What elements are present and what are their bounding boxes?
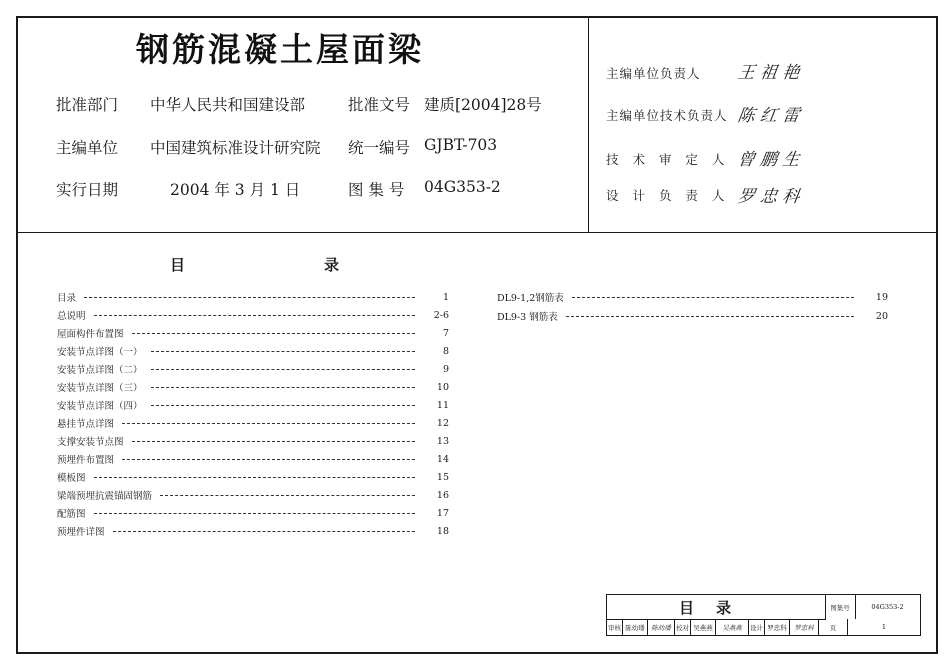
leader-line bbox=[160, 495, 415, 496]
signature-role: 主编单位负责人 bbox=[606, 66, 701, 81]
toc-item[interactable] bbox=[57, 506, 449, 520]
toc-item-title: 安装节点详图（三） bbox=[57, 383, 143, 394]
signature-name: 王 祖 艳 bbox=[736, 63, 801, 83]
design-label: 设计 bbox=[749, 619, 765, 635]
leader-line bbox=[566, 316, 854, 317]
review-name: 陈幼璠 bbox=[623, 619, 648, 635]
title-block-atlas-label: 图集号 bbox=[825, 595, 856, 619]
toc-item-page: 20 bbox=[875, 310, 888, 322]
toc-item-title: 屋面构件布置图 bbox=[57, 329, 124, 340]
toc-item-title: DL9-1,2钢筋表 bbox=[497, 293, 564, 304]
effective-label: 实行日期 bbox=[56, 181, 119, 199]
toc-item-title: 配筋图 bbox=[57, 509, 86, 520]
toc-heading-right: 录 bbox=[324, 256, 340, 274]
editor-unit-label: 主编单位 bbox=[56, 139, 119, 157]
signature-name: 陈 红 雷 bbox=[736, 106, 801, 126]
title-block-atlas-no: 04G353-2 bbox=[871, 603, 904, 611]
toc-item[interactable] bbox=[57, 434, 449, 448]
leader-line bbox=[94, 513, 415, 514]
atlas-no-label: 图 集 号 bbox=[348, 181, 405, 199]
leader-line bbox=[94, 477, 415, 478]
page-label: 页 bbox=[819, 619, 848, 635]
toc-item-title: 安装节点详图（一） bbox=[57, 347, 143, 358]
leader-line bbox=[151, 405, 415, 406]
header-divider bbox=[18, 232, 936, 233]
toc-item[interactable] bbox=[57, 290, 449, 304]
toc-item[interactable] bbox=[57, 398, 449, 412]
toc-item[interactable] bbox=[57, 380, 449, 394]
check-name: 吴燕燕 bbox=[691, 619, 716, 635]
toc-item-title: 预埋件详图 bbox=[57, 527, 105, 538]
toc-item[interactable] bbox=[497, 309, 888, 323]
toc-item-page: 16 bbox=[436, 489, 449, 501]
review-label: 审核 bbox=[607, 619, 623, 635]
toc-item-title: 梁端预埋抗震锚固钢筋 bbox=[57, 491, 153, 502]
toc-item-title: 总说明 bbox=[57, 311, 86, 322]
leader-line bbox=[572, 297, 854, 298]
toc-item-page: 18 bbox=[436, 525, 449, 537]
toc-item[interactable] bbox=[57, 470, 449, 484]
toc-item-title: 预埋件布置图 bbox=[57, 455, 115, 466]
toc-item[interactable] bbox=[57, 344, 449, 358]
toc-item-page: 11 bbox=[436, 399, 449, 411]
leader-line bbox=[151, 387, 415, 388]
approve-dept: 中华人民共和国建设部 bbox=[150, 96, 306, 114]
leader-line bbox=[132, 333, 415, 334]
unified-no-label: 统一编号 bbox=[348, 139, 411, 157]
design-name: 罗忠科 bbox=[765, 619, 790, 635]
effective-date: 2004 年 3 月 1 日 bbox=[170, 181, 301, 199]
toc-item-page: 2-6 bbox=[433, 309, 449, 321]
toc-item-page: 19 bbox=[875, 291, 888, 303]
page-no: 1 bbox=[881, 623, 887, 631]
title-block-sign-row bbox=[607, 619, 920, 635]
toc-item[interactable] bbox=[57, 362, 449, 376]
leader-line bbox=[132, 441, 415, 442]
toc-item[interactable] bbox=[57, 488, 449, 502]
toc-item-page: 8 bbox=[442, 345, 449, 357]
check-signature: 吴燕燕 bbox=[716, 619, 749, 635]
leader-line bbox=[151, 351, 415, 352]
leader-line bbox=[84, 297, 415, 298]
title-block-title-cell bbox=[607, 595, 826, 620]
design-signature: 罗忠科 bbox=[790, 619, 819, 635]
leader-line bbox=[94, 315, 415, 316]
leader-line bbox=[122, 423, 415, 424]
atlas-no: 04G353-2 bbox=[424, 178, 501, 196]
signature-name: 罗 忠 科 bbox=[736, 187, 801, 207]
toc-item-page: 12 bbox=[436, 417, 449, 429]
toc-item-page: 7 bbox=[442, 327, 449, 339]
approve-dept-label: 批准部门 bbox=[56, 96, 119, 114]
toc-item-title: 目录 bbox=[57, 293, 77, 304]
toc-item[interactable] bbox=[57, 326, 449, 340]
toc-item-title: 支撑安装节点图 bbox=[57, 437, 124, 448]
title-block-title: 目录 bbox=[679, 599, 754, 617]
editor-unit: 中国建筑标准设计研究院 bbox=[150, 139, 321, 157]
toc-heading-left: 目 bbox=[170, 256, 186, 274]
signature-role: 主编单位技术负责人 bbox=[606, 108, 728, 123]
title-block bbox=[606, 594, 921, 636]
toc-item-title: 模板图 bbox=[57, 473, 86, 484]
toc-item-title: DL9-3 钢筋表 bbox=[497, 312, 558, 323]
toc-item-title: 安装节点详图（二） bbox=[57, 365, 143, 376]
signature-divider bbox=[588, 18, 589, 232]
leader-line bbox=[122, 459, 415, 460]
toc-item-title: 悬挂节点详图 bbox=[57, 419, 115, 430]
toc-item[interactable] bbox=[57, 416, 449, 430]
approve-doc: 建质[2004]28号 bbox=[424, 96, 542, 114]
toc-item-page: 14 bbox=[436, 453, 449, 465]
toc-item-page: 17 bbox=[436, 507, 449, 519]
approve-doc-label: 批准文号 bbox=[348, 96, 411, 114]
leader-line bbox=[113, 531, 415, 532]
signature-role: 设 计 负 责 人 bbox=[606, 188, 730, 203]
unified-no: GJBT-703 bbox=[424, 136, 498, 154]
toc-item[interactable] bbox=[57, 308, 449, 322]
toc-item-title: 安装节点详图（四） bbox=[57, 401, 143, 412]
toc-item-page: 13 bbox=[436, 435, 449, 447]
toc-item[interactable] bbox=[57, 452, 449, 466]
toc-item-page: 1 bbox=[442, 291, 449, 303]
toc-item[interactable] bbox=[57, 524, 449, 538]
toc-item-page: 10 bbox=[436, 381, 449, 393]
toc-item-page: 9 bbox=[442, 363, 449, 375]
signature-role: 技 术 审 定 人 bbox=[606, 152, 730, 167]
review-signature: 陈幼璠 bbox=[648, 619, 675, 635]
document-title: 钢筋混凝土屋面梁 bbox=[136, 30, 424, 69]
toc-item[interactable] bbox=[497, 290, 888, 304]
check-label: 校对 bbox=[675, 619, 691, 635]
leader-line bbox=[151, 369, 415, 370]
signature-name: 曾 鹏 生 bbox=[736, 150, 801, 170]
toc-item-page: 15 bbox=[436, 471, 449, 483]
